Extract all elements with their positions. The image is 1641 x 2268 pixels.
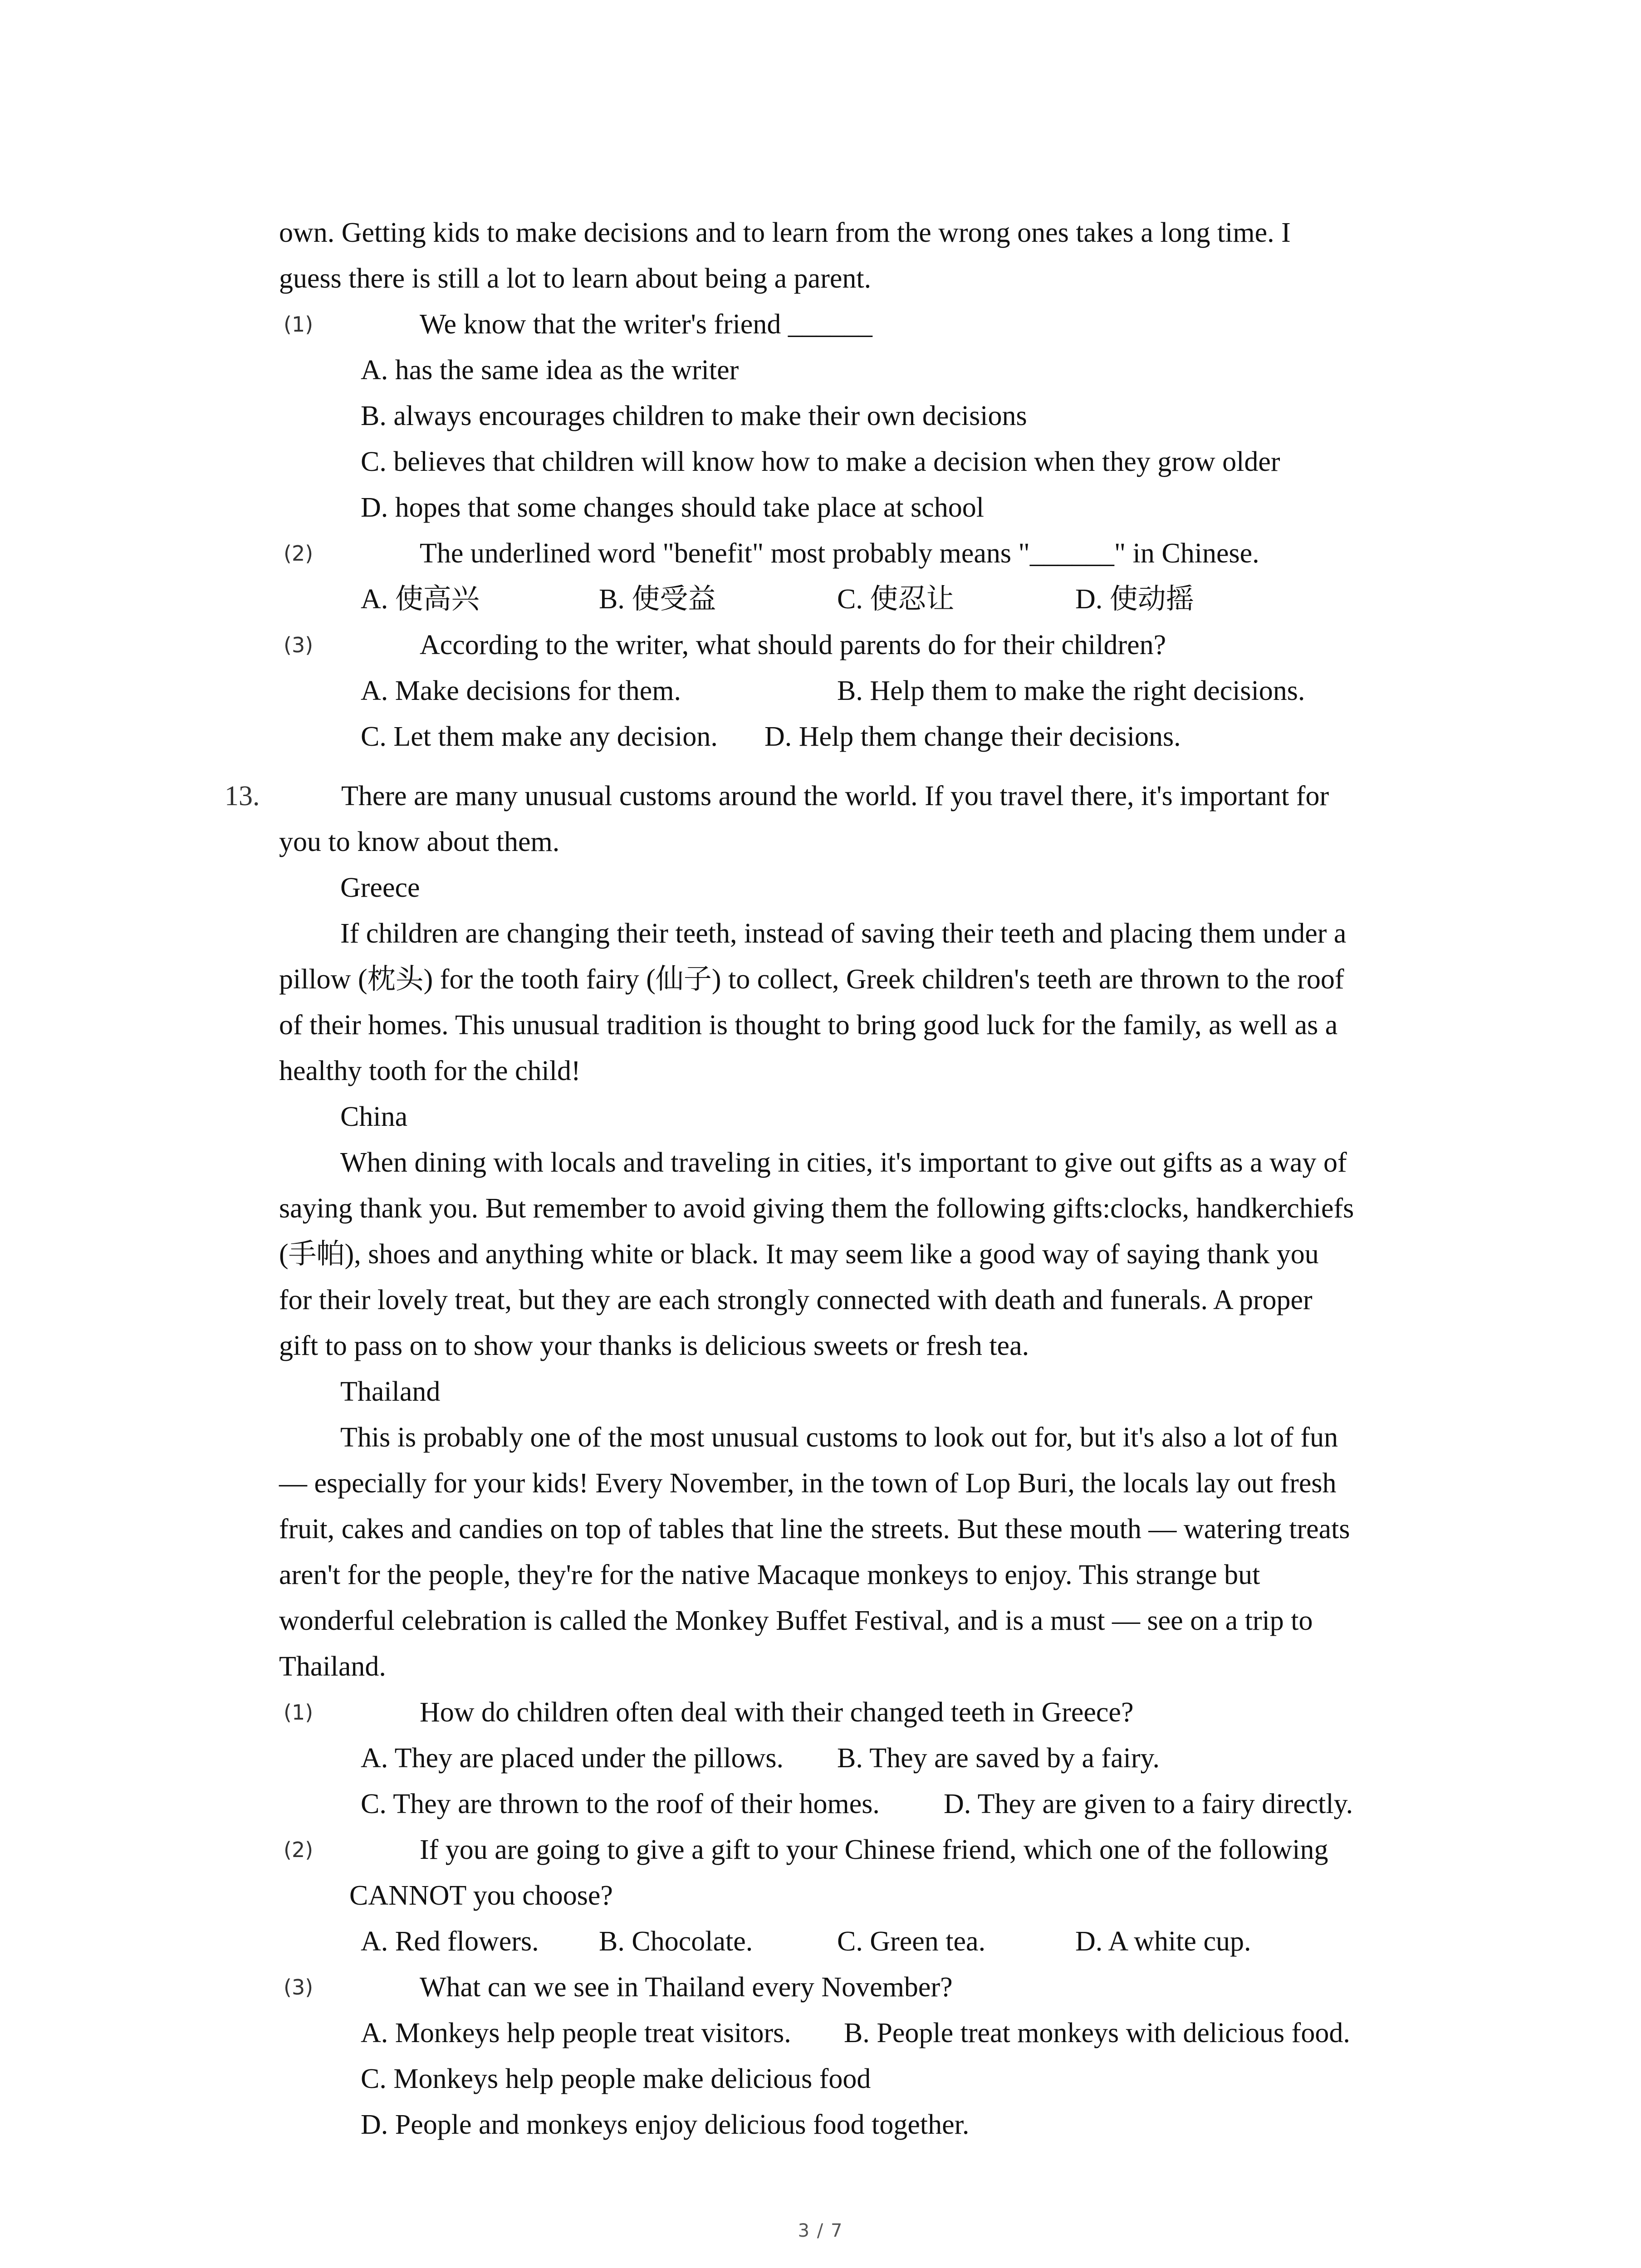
paragraph-line: healthy tooth for the child!	[279, 1056, 581, 1086]
question-text: We know that the writer's friend ______	[420, 309, 872, 340]
option: D. They are given to a fairy directly.	[944, 1789, 1353, 1819]
section-title-thailand: Thailand	[340, 1376, 441, 1407]
options-row	[225, 2010, 1463, 2056]
paragraph-line: for their lovely treat, but they are each strongly connected with death and funerals. A proper	[279, 1285, 1313, 1315]
options-row	[225, 1781, 1463, 1827]
question-13-1	[225, 1690, 1463, 1735]
question-number: (1)	[284, 312, 314, 337]
paragraph-line: When dining with locals and traveling in cities, it's important to give out gifts as a way of	[340, 1147, 1347, 1178]
option: A. Red flowers.	[361, 1926, 539, 1957]
option: B. always encourages children to make their own decisions	[361, 401, 1027, 431]
question-12-2	[225, 531, 1463, 577]
paragraph-line: This is probably one of the most unusual customs to look out for, but it's also a lot of fun	[340, 1422, 1338, 1453]
item-number: 13.	[225, 781, 260, 811]
paragraph-line: wonderful celebration is called the Monkey Buffet Festival, and is a must — see on a trip to	[279, 1605, 1313, 1636]
option: D. People and monkeys enjoy delicious food together.	[361, 2109, 970, 2140]
option: D. A white cup.	[1075, 1926, 1251, 1957]
options-row	[225, 668, 1463, 714]
paragraph-line: pillow (枕头) for the tooth fairy (仙子) to collect, Greek children's teeth are thrown to the roof	[279, 964, 1344, 995]
paragraph-line: of their homes. This unusual tradition is thought to bring good luck for the family, as well as a	[279, 1010, 1338, 1041]
option: B. Help them to make the right decisions.	[837, 675, 1305, 706]
options-row	[225, 714, 1463, 760]
option: A. 使高兴	[361, 584, 480, 615]
options-row	[225, 1919, 1463, 1965]
question-number: (1)	[284, 1700, 314, 1725]
option: C. 使忍让	[837, 584, 955, 615]
paragraph-line: Thailand.	[279, 1651, 386, 1682]
section-title-china: China	[340, 1101, 408, 1132]
question-text: What can we see in Thailand every November?	[420, 1972, 953, 2003]
option: B. People treat monkeys with delicious food.	[844, 2018, 1350, 2048]
question-number: (2)	[284, 541, 314, 566]
option: C. believes that children will know how to make a decision when they grow older	[361, 446, 1280, 477]
question-text-continued: CANNOT you choose?	[349, 1880, 613, 1911]
paragraph-line: If children are changing their teeth, instead of saving their teeth and placing them under a	[340, 918, 1347, 949]
question-text: The underlined word "benefit" most probably means "______" in Chinese.	[420, 538, 1259, 569]
paragraph-line: fruit, cakes and candies on top of tables that line the streets. But these mouth — watering treats	[279, 1514, 1350, 1545]
option: A. They are placed under the pillows.	[361, 1743, 784, 1774]
option: C. Monkeys help people make delicious food	[361, 2063, 871, 2094]
option: C. They are thrown to the roof of their homes.	[361, 1789, 880, 1819]
option: B. They are saved by a fairy.	[837, 1743, 1160, 1774]
option: D. 使动摇	[1075, 584, 1194, 615]
option: D. hopes that some changes should take place at school	[361, 492, 984, 523]
paragraph-line: (手帕), shoes and anything white or black. It may seem like a good way of saying thank you	[279, 1239, 1319, 1270]
option: A. Make decisions for them.	[361, 675, 681, 706]
question-number: (3)	[284, 633, 314, 657]
options-row	[225, 577, 1463, 622]
question-number: (3)	[284, 1975, 314, 1999]
question-text: If you are going to give a gift to your Chinese friend, which one of the following	[420, 1834, 1328, 1865]
paragraph-line: — especially for your kids! Every November, in the town of Lop Buri, the locals lay out fresh	[279, 1468, 1337, 1499]
item-intro: There are many unusual customs around the world. If you travel there, it's important for	[341, 781, 1329, 811]
question-text: According to the writer, what should parents do for their children?	[420, 630, 1166, 660]
item-intro: you to know about them.	[279, 826, 560, 857]
intro-line: own. Getting kids to make decisions and to learn from the wrong ones takes a long time. I	[279, 217, 1291, 248]
paragraph-line: aren't for the people, they're for the native Macaque monkeys to enjoy. This strange but	[279, 1559, 1260, 1590]
options-row	[225, 1735, 1463, 1781]
question-12-3	[225, 622, 1463, 668]
question-text: How do children often deal with their changed teeth in Greece?	[420, 1697, 1134, 1728]
page-content	[225, 210, 1463, 2148]
option: A. has the same idea as the writer	[361, 355, 739, 386]
question-12-1	[225, 302, 1463, 347]
option: C. Green tea.	[837, 1926, 986, 1957]
option: A. Monkeys help people treat visitors.	[361, 2018, 791, 2048]
intro-line: guess there is still a lot to learn about being a parent.	[279, 263, 872, 294]
paragraph-line: gift to pass on to show your thanks is delicious sweets or fresh tea.	[279, 1330, 1029, 1361]
option: B. 使受益	[599, 584, 716, 615]
question-13-3	[225, 1965, 1463, 2010]
option: C. Let them make any decision.	[361, 721, 718, 752]
item-13-header	[225, 773, 1463, 819]
page-number: 3 / 7	[798, 2220, 843, 2241]
paragraph-line: saying thank you. But remember to avoid giving them the following gifts:clocks, handkerchiefs	[279, 1193, 1354, 1224]
option: D. Help them change their decisions.	[764, 721, 1181, 752]
question-13-2	[225, 1827, 1463, 1873]
question-number: (2)	[284, 1838, 314, 1862]
option: B. Chocolate.	[599, 1926, 753, 1957]
section-title-greece: Greece	[340, 872, 420, 903]
